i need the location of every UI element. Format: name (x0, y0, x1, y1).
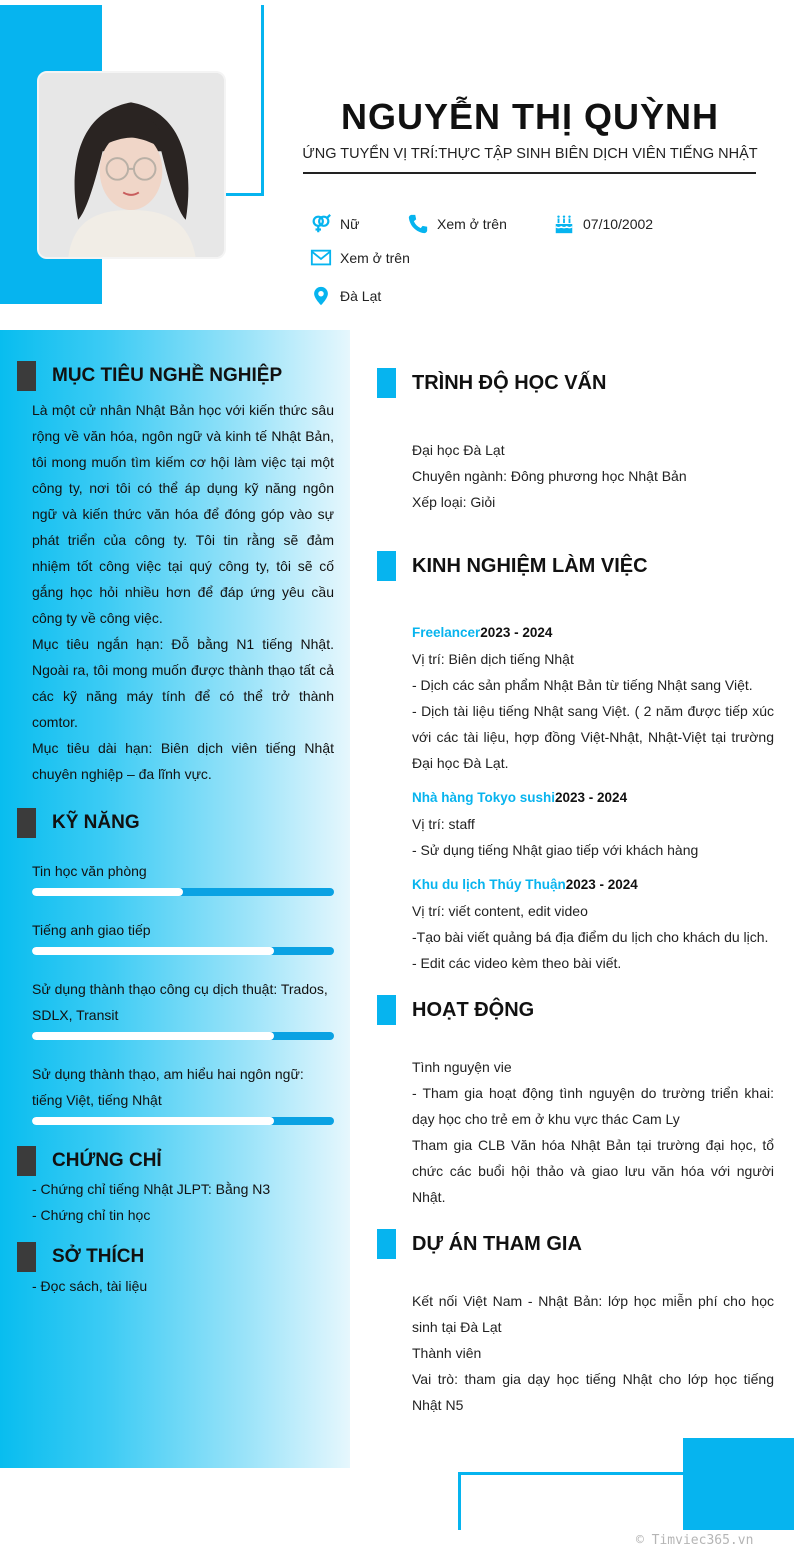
skill-label: Sử dụng thành thạo, am hiểu hai ngôn ngữ: tiếng Việt, tiếng Nhật (32, 1066, 304, 1108)
heading-marker (17, 808, 36, 838)
job-line: Vị trí: staff (412, 816, 475, 832)
activity-line: Tham gia CLB Văn hóa Nhật Bản tại trường đại học, tổ chức các buổi hội thảo và giao lưu văn hóa với người Nhật. (412, 1137, 774, 1205)
education-line: Xếp loại: Giỏi (412, 494, 496, 510)
info-phone (407, 213, 507, 235)
title-divider (303, 172, 756, 174)
decor-line-bottom (458, 1472, 683, 1475)
skill-label: Tin học văn phòng (32, 863, 147, 879)
job-company: Nhà hàng Tokyo sushi (412, 790, 556, 805)
objective-paragraph: Là một cử nhân Nhật Bản học với kiến thức sâu rộng về văn hóa, ngôn ngữ và kinh tế Nhật Bản, tôi mong muốn tìm kiếm cơ hội làm việc tại một công ty, nơi tôi có thể áp dụng kỹ năng ngôn ngữ và kiến thức văn hóa để đóng góp vào sự phát triển của công ty. Tôi tin rằng sẽ đảm nhiệm tốt công việc tại quý công ty, tôi sẽ cố gắng học hỏi nhiều hơn để đáp ứng yêu cầu công ty về công việc. (32, 402, 334, 626)
heading-marker (377, 368, 396, 398)
certificates-heading (17, 1146, 162, 1176)
info-address (310, 285, 381, 307)
project-line: Thành viên (412, 1345, 482, 1361)
skill-bar (32, 1117, 334, 1125)
heading-marker (377, 551, 396, 581)
birthday-value: 07/10/2002 (583, 216, 654, 232)
objective-paragraph: Mục tiêu dài hạn: Biên dịch viên tiếng Nhật chuyên nghiệp – đa lĩnh vực. (32, 740, 334, 782)
hobby-item: - Đọc sách, tài liệu (32, 1278, 148, 1294)
certificate-item: - Chứng chỉ tiếng Nhật JLPT: Bằng N3 (32, 1181, 271, 1197)
location-pin-icon (310, 285, 332, 307)
job-header (412, 620, 774, 646)
objective-paragraph: Mục tiêu ngắn hạn: Đỗ bằng N1 tiếng Nhật. Ngoài ra, tôi mong muốn được thành thạo tất cả các kỹ năng máy tính để có thể trở thành comtor. (32, 636, 334, 730)
job-header (412, 872, 774, 898)
activities-title: HOẠT ĐỘNG (412, 998, 535, 1021)
info-email (310, 247, 410, 269)
skill-bar (32, 888, 334, 896)
heading-marker (377, 995, 396, 1025)
watermark: © Timviec365.vn (636, 1533, 754, 1548)
heading-marker (17, 1242, 36, 1272)
heading-marker (377, 1229, 396, 1259)
job-line: - Dịch các sản phẩm Nhật Bản từ tiếng Nhật sang Việt. (412, 677, 753, 693)
job-header (412, 785, 774, 811)
candidate-name: NGUYỄN THỊ QUỲNH (340, 96, 720, 137)
education-details (412, 437, 774, 515)
address-value: Đà Lạt (340, 288, 382, 304)
job-line: Vị trí: Biên dịch tiếng Nhật (412, 651, 574, 667)
gender-icon (310, 213, 332, 235)
skills-title: KỸ NĂNG (52, 812, 140, 833)
experience-title: KINH NGHIỆM LÀM VIỆC (412, 554, 648, 577)
decor-block-bottom-right (683, 1438, 794, 1530)
objective-text (32, 397, 334, 787)
job-line: - Dịch tài liệu tiếng Nhật sang Việt. ( 2 năm được tiếp xúc với các tài liệu, hợp đồng Việt-Nhật, Nhật-Việt tại trường Đại học Đà Lạt. (412, 703, 774, 771)
job-company: Khu du lịch Thúy Thuận (412, 877, 566, 892)
education-heading (377, 368, 606, 398)
profile-photo (37, 71, 226, 259)
activities-details (412, 1054, 774, 1210)
certificates-list (32, 1176, 334, 1228)
job-line: Vị trí: viết content, edit video (412, 903, 588, 919)
job-period: 2023 - 2024 (565, 877, 638, 892)
project-line: Kết nối Việt Nam - Nhật Bản: lớp học miễn phí cho học sinh tại Đà Lạt (412, 1293, 774, 1335)
job-period: 2023 - 2024 (555, 790, 628, 805)
job-line: - Edit các video kèm theo bài viết. (412, 955, 622, 971)
email-value: Xem ở trên (340, 250, 410, 266)
skill-bar (32, 947, 334, 955)
certificate-item: - Chứng chỉ tin học (32, 1207, 151, 1223)
skill-label: Tiếng anh giao tiếp (32, 922, 151, 938)
education-line: Đại học Đà Lạt (412, 442, 505, 458)
email-icon (310, 247, 332, 269)
decor-line-top (261, 5, 264, 195)
activity-line: - Tham gia hoạt động tình nguyện do trường triển khai: dạy học cho trẻ em ở khu vực thác Cam Ly (412, 1085, 774, 1127)
job-company: Freelancer (412, 625, 481, 640)
experience-details (412, 620, 774, 976)
activity-line: Tình nguyện vie (412, 1059, 512, 1075)
job-line: - Sử dụng tiếng Nhật giao tiếp với khách hàng (412, 842, 699, 858)
projects-title: DỰ ÁN THAM GIA (412, 1232, 582, 1255)
education-title: TRÌNH ĐỘ HỌC VẤN (412, 371, 607, 394)
skill-bar (32, 1032, 334, 1040)
hobbies-heading (17, 1242, 144, 1272)
education-line: Chuyên ngành: Đông phương học Nhật Bản (412, 468, 687, 484)
objective-heading (17, 361, 282, 391)
heading-marker (17, 361, 36, 391)
skills-heading (17, 808, 140, 838)
info-gender (310, 213, 359, 235)
info-birthday (553, 213, 653, 235)
job-line: -Tạo bài viết quảng bá địa điểm du lịch cho khách du lịch. (412, 929, 769, 945)
phone-icon (407, 213, 429, 235)
skill-label: Sử dụng thành thạo công cụ dịch thuật: Trados, SDLX, Transit (32, 981, 328, 1023)
job-period: 2023 - 2024 (480, 625, 553, 640)
hobbies-title: SỞ THÍCH (52, 1246, 145, 1267)
projects-heading (377, 1229, 582, 1259)
decor-line-bottom-vertical (458, 1472, 461, 1530)
certificates-title: CHỨNG CHỈ (52, 1150, 162, 1171)
experience-heading (377, 551, 648, 581)
projects-details (412, 1288, 774, 1418)
gender-value: Nữ (340, 216, 360, 232)
hobbies-list (32, 1273, 334, 1299)
heading-marker (17, 1146, 36, 1176)
applied-position: ỨNG TUYỂN VỊ TRÍ:THỰC TẬP SINH BIÊN DỊCH VIÊN TIẾNG NHẬT (302, 146, 758, 162)
project-line: Vai trò: tham gia dạy học tiếng Nhật cho lớp học tiếng Nhật N5 (412, 1371, 774, 1413)
birthday-cake-icon (553, 213, 575, 235)
objective-title: MỤC TIÊU NGHỀ NGHIỆP (52, 365, 283, 386)
activities-heading (377, 995, 534, 1025)
phone-value: Xem ở trên (437, 216, 507, 232)
